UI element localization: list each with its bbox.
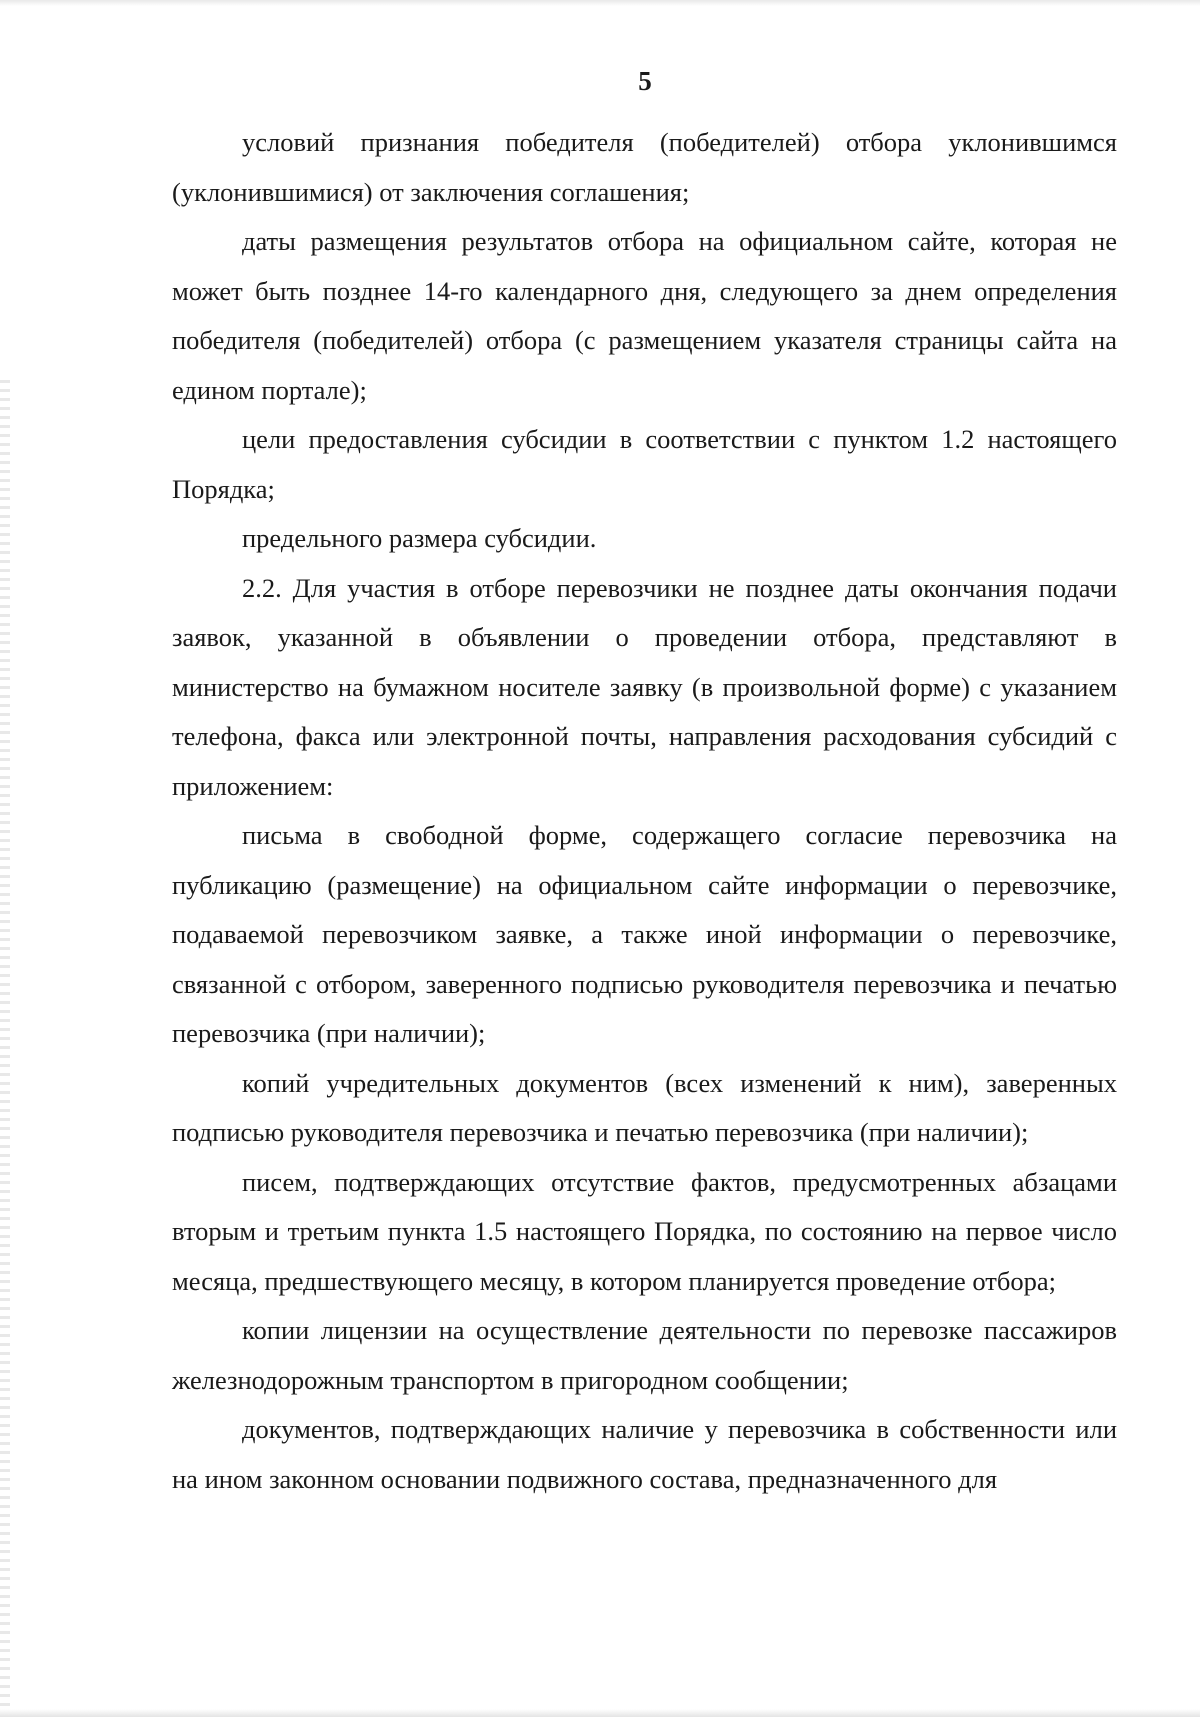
paragraph: даты размещения результатов отбора на официальном сайте, которая не может быть позднее 14-го календарного дня, следующего за днем определения победителя (победителей) отбора (с размещением указателя страницы сайта на едином портале); <box>172 226 1117 405</box>
paragraph: документов, подтверждающих наличие у перевозчика в собственности или на ином законном основании подвижного состава, предназначенного для <box>172 1414 1117 1494</box>
scan-edge-left <box>0 380 10 1717</box>
scan-edge-bottom <box>0 1709 1200 1717</box>
scan-edge-top <box>0 0 1200 6</box>
paragraph: 2.2. Для участия в отборе перевозчики не позднее даты окончания подачи заявок, указанной в объявлении о проведении отбора, представляют в министерство на бумажном носителе заявку (в произвольной форме) с указанием телефона, факса или электронной почты, направления расходования субсидий с приложением: <box>172 572 1117 801</box>
paragraph: письма в свободной форме, содержащего согласие перевозчика на публикацию (размещение) на официальном сайте информации о перевозчике, подаваемой перевозчиком заявке, а также иной информации о перевозчике, связанной с отбором, заверенного подписью руководителя перевозчика и печатью перевозчика (при наличии); <box>172 820 1117 1048</box>
paragraph: писем, подтверждающих отсутствие фактов, предусмотренных абзацами вторым и третьим пункта 1.5 настоящего Порядка, по состоянию на первое число месяца, предшествующего месяцу, в котором планируется проведение отбора; <box>172 1166 1117 1296</box>
paragraph: предельного размера субсидии. <box>242 523 597 553</box>
page-number: 5 <box>638 66 652 96</box>
paragraph: цели предоставления субсидии в соответствии с пунктом 1.2 настоящего Порядка; <box>172 424 1117 504</box>
paragraph: копий учредительных документов (всех изменений к ним), заверенных подписью руководителя перевозчика и печатью перевозчика (при наличии); <box>172 1067 1117 1147</box>
paragraph: условий признания победителя (победителей) отбора уклонившимся (уклонившимися) от заключения соглашения; <box>172 127 1117 207</box>
paragraph: копии лицензии на осуществление деятельности по перевозке пассажиров железнодорожным транспортом в пригородном сообщении; <box>172 1315 1117 1395</box>
document-body <box>172 118 1117 1504</box>
